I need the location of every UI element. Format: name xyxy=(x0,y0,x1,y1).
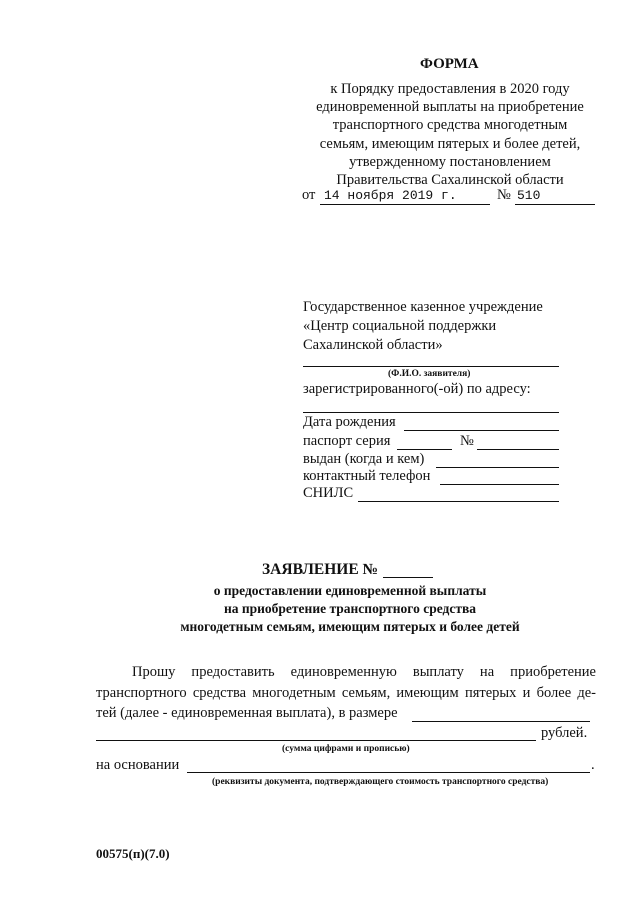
birth-label: Дата рождения xyxy=(303,414,396,430)
issued-field[interactable] xyxy=(436,467,559,468)
phone-field[interactable] xyxy=(440,484,559,485)
header-line: утвержденному постановлением xyxy=(349,153,551,170)
body-line-1 xyxy=(96,664,596,681)
basis-label: на основании xyxy=(96,757,180,773)
passport-series-field[interactable] xyxy=(397,449,452,450)
date-underline xyxy=(320,204,490,205)
number-underline xyxy=(515,204,595,205)
snils-label: СНИЛС xyxy=(303,485,354,501)
amount-field[interactable] xyxy=(412,721,590,722)
statement-number-field[interactable] xyxy=(383,577,433,578)
basis-period: . xyxy=(591,757,595,773)
header-line: семьям, имеющим пятерых и более детей, xyxy=(319,135,581,152)
date-prefix: от xyxy=(302,187,316,203)
decree-date: 14 ноября 2019 г. xyxy=(324,188,457,203)
form-label: ФОРМА xyxy=(420,56,479,72)
addressee-line: Государственное казенное учреждение xyxy=(303,299,543,315)
passport-series-label: паспорт серия xyxy=(303,433,391,449)
header-line: к Порядку предоставления в 2020 году xyxy=(330,81,570,97)
issued-label: выдан (когда и кем) xyxy=(303,451,425,467)
amount-words-field[interactable] xyxy=(96,740,536,741)
addressee-block xyxy=(303,298,543,355)
number-label: № xyxy=(497,187,511,203)
form-code: 00575(п)(7.0) xyxy=(96,846,170,861)
addressee-line: Сахалинской области» xyxy=(303,337,443,353)
form-header-text xyxy=(300,80,600,189)
body-line-3: тей (далее - единовременная выплата), в размере xyxy=(96,705,398,721)
fio-caption: (Ф.И.О. заявителя) xyxy=(388,369,471,379)
address-field[interactable] xyxy=(303,412,559,413)
statement-subtitle xyxy=(140,582,560,636)
subtitle-line: о предоставлении единовременной выплаты xyxy=(213,583,487,598)
header-line: транспортного средства многодетным xyxy=(332,117,568,134)
rubles-label: рублей. xyxy=(541,725,588,741)
body-line-2: транспортного средства многодетным семьям, имеющим пятерых и более де- xyxy=(96,685,596,701)
passport-number-field[interactable] xyxy=(477,449,559,450)
birth-field[interactable] xyxy=(404,430,559,431)
header-line: единовременной выплаты на приобретение xyxy=(316,99,584,116)
passport-number-label: № xyxy=(460,433,474,449)
subtitle-line: на приобретение транспортного средства xyxy=(223,601,477,616)
subtitle-line: многодетным семьям, имеющим пятерых и более детей xyxy=(180,619,520,634)
header-line: Правительства Сахалинской области xyxy=(336,172,564,189)
basis-caption: (реквизиты документа, подтверждающего стоимость транспортного средства) xyxy=(212,777,549,787)
addressee-line: «Центр социальной поддержки xyxy=(303,318,497,334)
statement-title: ЗАЯВЛЕНИЕ № xyxy=(262,561,379,578)
basis-field[interactable] xyxy=(187,772,590,773)
body-text: Прошу предоставить единовременную выплату на приобретение xyxy=(132,664,596,680)
phone-label: контактный телефон xyxy=(303,468,431,484)
sum-caption: (сумма цифрами и прописью) xyxy=(282,744,410,754)
snils-field[interactable] xyxy=(358,501,559,502)
fio-field[interactable] xyxy=(303,366,559,367)
decree-number: 510 xyxy=(517,188,541,203)
registered-label: зарегистрированного(-ой) по адресу: xyxy=(303,381,531,397)
